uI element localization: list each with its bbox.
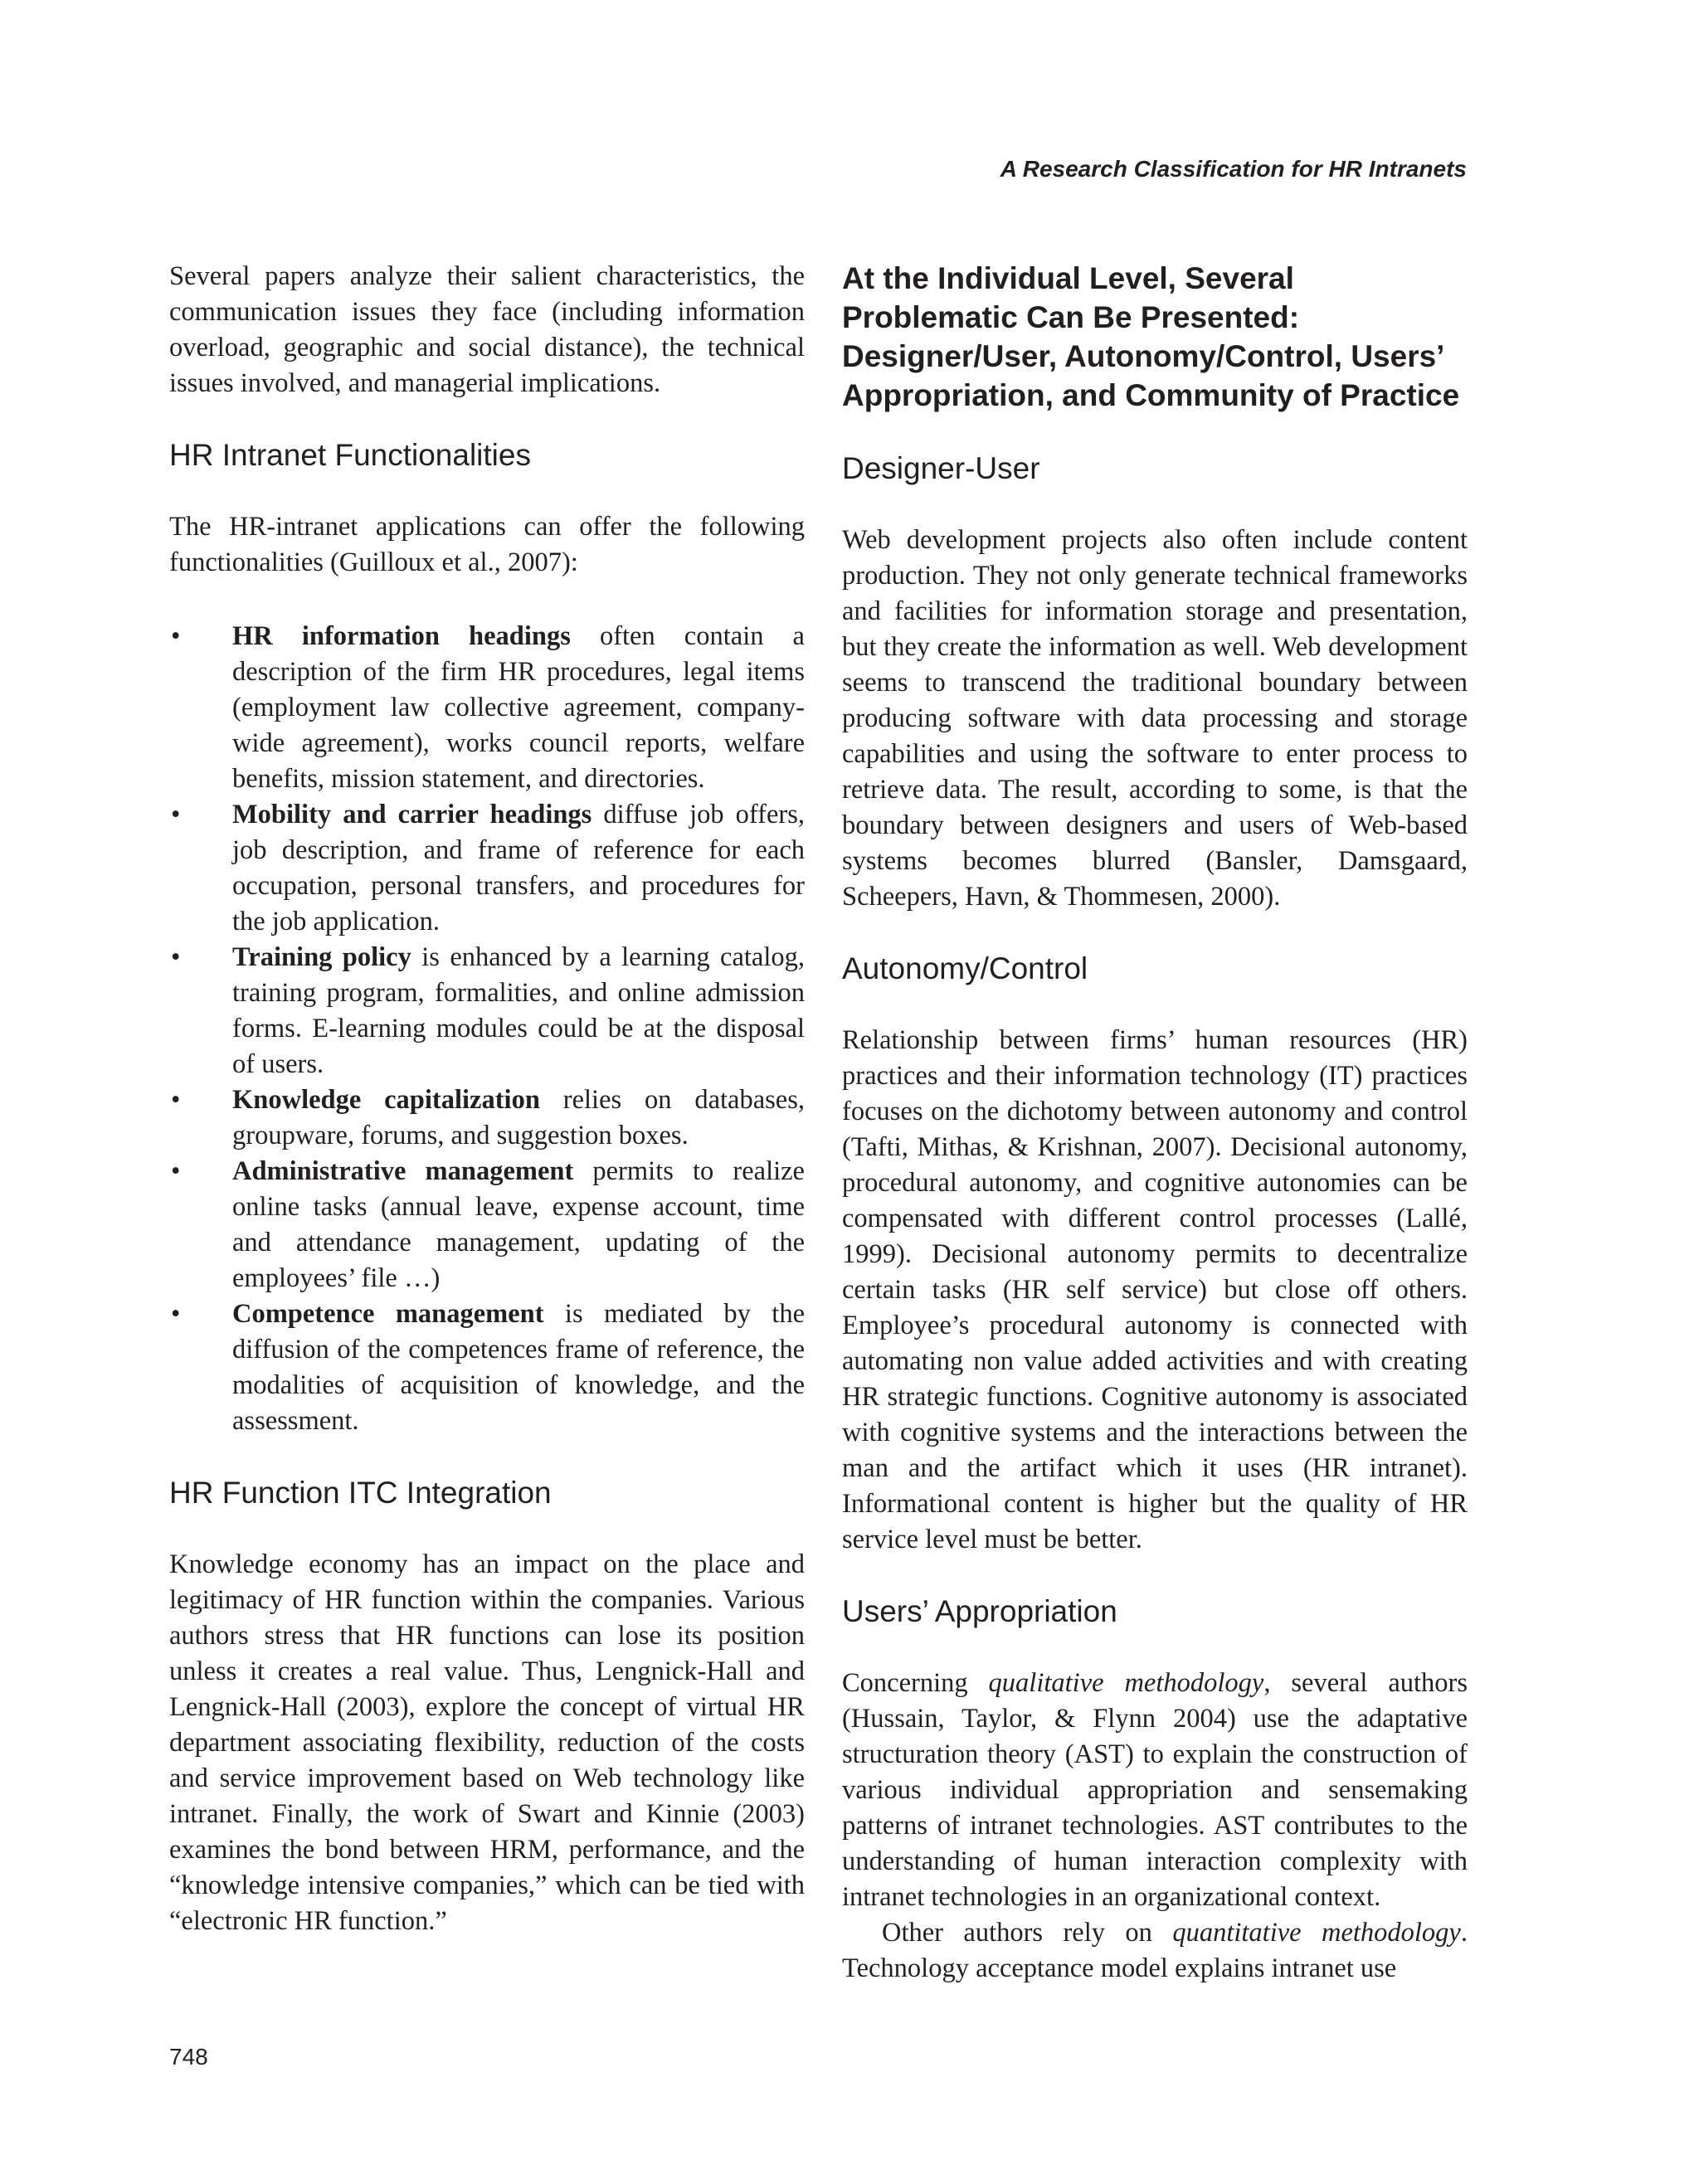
item-text: relies on databases, groupware, forums, and suggestion boxes. <box>232 1085 806 1150</box>
section-title: At the Individual Level, Several Problematic Can Be Presented: Designer/User, Autonomy/Control, Users’ Appropriation, and Community of Practice <box>842 261 1460 412</box>
item-term: Mobility and carrier headings <box>232 800 592 829</box>
item-term: Competence management <box>232 1299 544 1329</box>
functionalities-lead: The HR-intranet applications can offer the following functionalities (Guilloux et al., 2007): <box>169 512 805 577</box>
text-span: . Technology acceptance model explains intranet use <box>842 1918 1468 1983</box>
emphasis: quantitative methodology <box>1172 1918 1461 1948</box>
bullet-icon: • <box>171 942 181 972</box>
list-item <box>169 797 805 940</box>
list-item <box>169 1082 805 1154</box>
item-term: Knowledge capitalization <box>232 1085 540 1115</box>
heading-autonomy-control: Autonomy/Control <box>842 951 1088 985</box>
integration-paragraph: Knowledge economy has an impact on the place and legitimacy of HR function within the companies. Various authors stress that HR functions can lose its position unless it creates a real value. Thus, Lengnick-Hall and Lengnick-Hall (2003), explore the concept of virtual HR department associating flexibility, reduction of the costs and service improvement based on Web technology like intranet. Finally, the work of Swart and Kinnie (2003) examines the bond between HRM, performance, and the “knowledge intensive companies,” which can be tied with “electronic HR function.” <box>169 1549 805 1936</box>
item-term: Administrative management <box>232 1156 574 1186</box>
intro-paragraph: Several papers analyze their salient characteristics, the communication issues they face (including information overload, geographic and social distance), the technical issues involved, and managerial implications. <box>169 261 805 398</box>
item-text: often contain a description of the firm HR procedures, legal items (employment law collective agreement, company-wide agreement), works council reports, welfare benefits, mission statement, and directories. <box>232 621 805 794</box>
bullet-icon: • <box>171 1156 181 1186</box>
item-text: is enhanced by a learning catalog, training program, formalities, and online admission forms. E-learning modules could be at the disposal of users. <box>232 942 805 1079</box>
list-item <box>169 1154 805 1296</box>
appropriation-paragraph-2 <box>842 1915 1468 1987</box>
item-text: is mediated by the diffusion of the competences frame of reference, the modalities of acquisition of knowledge, and the assessment. <box>232 1299 805 1436</box>
heading-hr-function-itc-integration: HR Function ITC Integration <box>169 1476 552 1510</box>
list-item <box>169 940 805 1082</box>
bullet-icon: • <box>171 621 181 651</box>
heading-hr-intranet-functionalities: HR Intranet Functionalities <box>169 438 531 472</box>
autonomy-control-paragraph: Relationship between firms’ human resources (HR) practices and their information technology (IT) practices focuses on the dichotomy between autonomy and control (Tafti, Mithas, & Krishnan, 2007). Decisional autonomy, procedural autonomy, and cognitive autonomies can be compensated with different control processes (Lallé, 1999). Decisional autonomy permits to decentralize certain tasks (HR self service) but close off others. Employee’s procedural autonomy is connected with automating non value added activities and with creating HR strategic functions. Cognitive autonomy is associated with cognitive systems and the interactions between the man and the artifact which it uses (HR intranet). Informational content is higher but the quality of HR service level must be better. <box>842 1025 1468 1554</box>
list-item <box>169 619 805 797</box>
heading-designer-user: Designer-User <box>842 451 1040 485</box>
bullet-icon: • <box>171 1299 181 1329</box>
functionalities-list <box>169 619 805 1439</box>
text-span: Concerning <box>842 1668 989 1698</box>
page-number: 748 <box>169 2044 208 2070</box>
text-span: Other authors rely on <box>882 1918 1173 1948</box>
right-column <box>842 259 1468 1987</box>
list-item <box>169 1296 805 1439</box>
bullet-icon: • <box>171 1085 181 1115</box>
bullet-icon: • <box>171 800 181 829</box>
left-column <box>169 259 805 1939</box>
heading-users-appropriation: Users’ Appropriation <box>842 1594 1117 1628</box>
text-span: , several authors (Hussain, Taylor, & Flynn 2004) use the adaptative structuration theory (AST) to explain the construction of various individual appropriation and sensemaking patterns of intranet technologies. AST contributes to the understanding of human interaction complexity with intranet technologies in an organizational context. <box>842 1668 1468 1912</box>
running-head: A Research Classification for HR Intranets <box>1000 156 1467 182</box>
item-text: diffuse job offers, job description, and frame of reference for each occupation, personal transfers, and procedures for the job application. <box>232 800 805 936</box>
item-term: Training policy <box>232 942 411 972</box>
item-term: HR information headings <box>232 621 571 651</box>
emphasis: qualitative methodology <box>988 1668 1264 1698</box>
item-text: permits to realize online tasks (annual leave, expense account, time and attendance management, updating of the employees’ file …) <box>232 1156 805 1293</box>
designer-user-paragraph: Web development projects also often include content production. They not only generate technical frameworks and facilities for information storage and presentation, but they create the information as well. Web development seems to transcend the traditional boundary between producing software with data processing and storage capabilities and using the software to enter process to retrieve data. The result, according to some, is that the boundary between designers and users of Web-based systems becomes blurred (Bansler, Damsgaard, Scheepers, Havn, & Thommesen, 2000). <box>842 525 1468 912</box>
appropriation-paragraph-1 <box>842 1666 1468 1915</box>
